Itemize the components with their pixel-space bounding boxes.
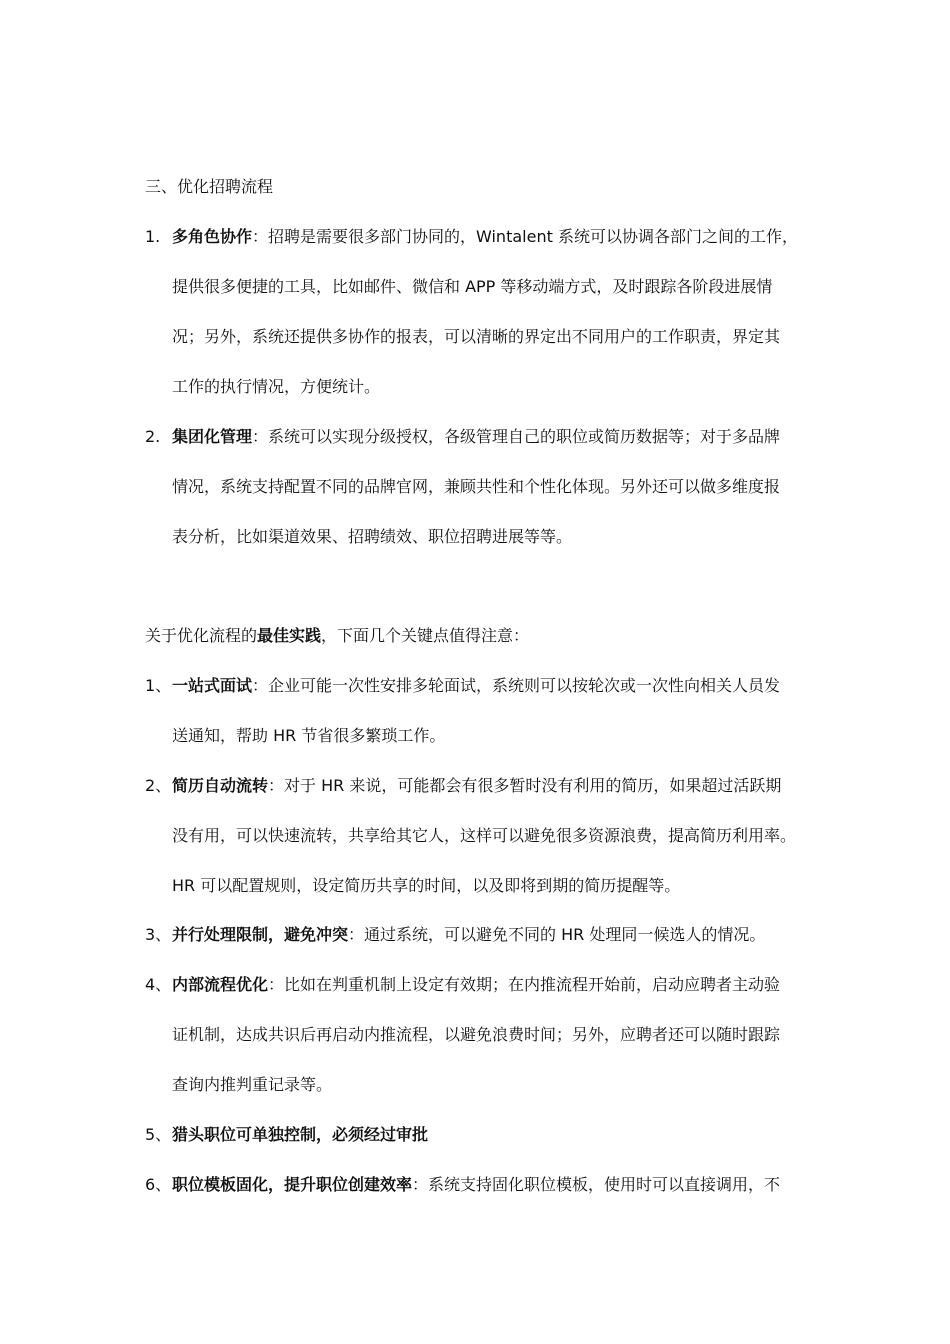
list-item-first-line: [172, 425, 780, 449]
section-title: 三、优化招聘流程: [145, 177, 274, 196]
item-text: 情况，系统支持配置不同的品牌官网，兼顾共性和个性化体现。另外还可以做多维度报: [172, 477, 781, 496]
list-item-first-line: [172, 774, 781, 798]
item-text: 提供很多便捷的工具，比如邮件、微信和 APP 等移动端方式，及时跟踪各阶段进展情: [172, 277, 773, 296]
list-number: 4、: [145, 975, 172, 994]
item-title: 职位模板固化，提升职位创建效率: [172, 1175, 413, 1194]
item-text: 表分析，比如渠道效果、招聘绩效、职位招聘进展等等。: [172, 527, 573, 546]
intro-emphasis: 最佳实践: [257, 626, 322, 645]
item-text: ：招聘是需要很多部门协同的，Wintalent 系统可以协调各部门之间的工作，: [252, 227, 798, 246]
item-text: ：系统可以实现分级授权，各级管理自己的职位或简历数据等；对于多品牌: [252, 427, 781, 446]
list-item-first-line: [172, 225, 798, 249]
list-item-first-line: [172, 1123, 428, 1147]
item-title: 集团化管理: [172, 427, 253, 446]
item-title: 猎头职位可单独控制，必须经过审批: [172, 1125, 429, 1144]
intro-text: ，下面几个关键点值得注意：: [321, 626, 530, 645]
list-number: 5、: [145, 1125, 172, 1144]
item-text: 况；另外，系统还提供多协作的报表，可以清晰的界定出不同用户的工作职责，界定其: [172, 327, 781, 346]
item-text: ：比如在判重机制上设定有效期；在内推流程开始前，启动应聘者主动验: [268, 975, 781, 994]
item-title: 多角色协作: [172, 227, 253, 246]
item-text: ：通过系统，可以避免不同的 HR 处理同一候选人的情况。: [348, 925, 766, 944]
item-text: ：企业可能一次性安排多轮面试，系统则可以按轮次或一次性向相关人员发: [252, 676, 781, 695]
list-item-first-line: [172, 674, 780, 698]
list-number: 2.: [145, 427, 161, 446]
item-text: ：系统支持固化职位模板，使用时可以直接调用，不: [412, 1175, 781, 1194]
item-text: 工作的执行情况，方便统计。: [172, 377, 381, 396]
item-text: HR 可以配置规则，设定简历共享的时间，以及即将到期的简历提醒等。: [172, 876, 681, 895]
item-title: 一站式面试: [172, 676, 253, 695]
item-title: 简历自动流转: [172, 776, 269, 795]
item-title: 内部流程优化: [172, 975, 269, 994]
list-number: 1.: [145, 227, 161, 246]
list-item-first-line: [172, 1173, 780, 1197]
item-text: 送通知，帮助 HR 节省很多繁琐工作。: [172, 726, 446, 745]
item-text: 查询内推判重记录等。: [172, 1075, 333, 1094]
item-text: 证机制，达成共识后再启动内推流程，以避免浪费时间；另外，应聘者还可以随时跟踪: [172, 1025, 781, 1044]
intro-paragraph: [145, 624, 529, 648]
list-item-first-line: [172, 973, 780, 997]
list-number: 3、: [145, 925, 172, 944]
item-text: 没有用，可以快速流转，共享给其它人，这样可以避免很多资源浪费，提高简历利用率。: [172, 826, 797, 845]
list-number: 2、: [145, 776, 172, 795]
item-title: 并行处理限制，避免冲突: [172, 925, 349, 944]
list-number: 1、: [145, 676, 172, 695]
item-text: ：对于 HR 来说，可能都会有很多暂时没有利用的简历，如果超过活跃期: [268, 776, 782, 795]
list-item-first-line: [172, 923, 765, 947]
list-number: 6、: [145, 1175, 172, 1194]
intro-text: 关于优化流程的: [145, 626, 258, 645]
